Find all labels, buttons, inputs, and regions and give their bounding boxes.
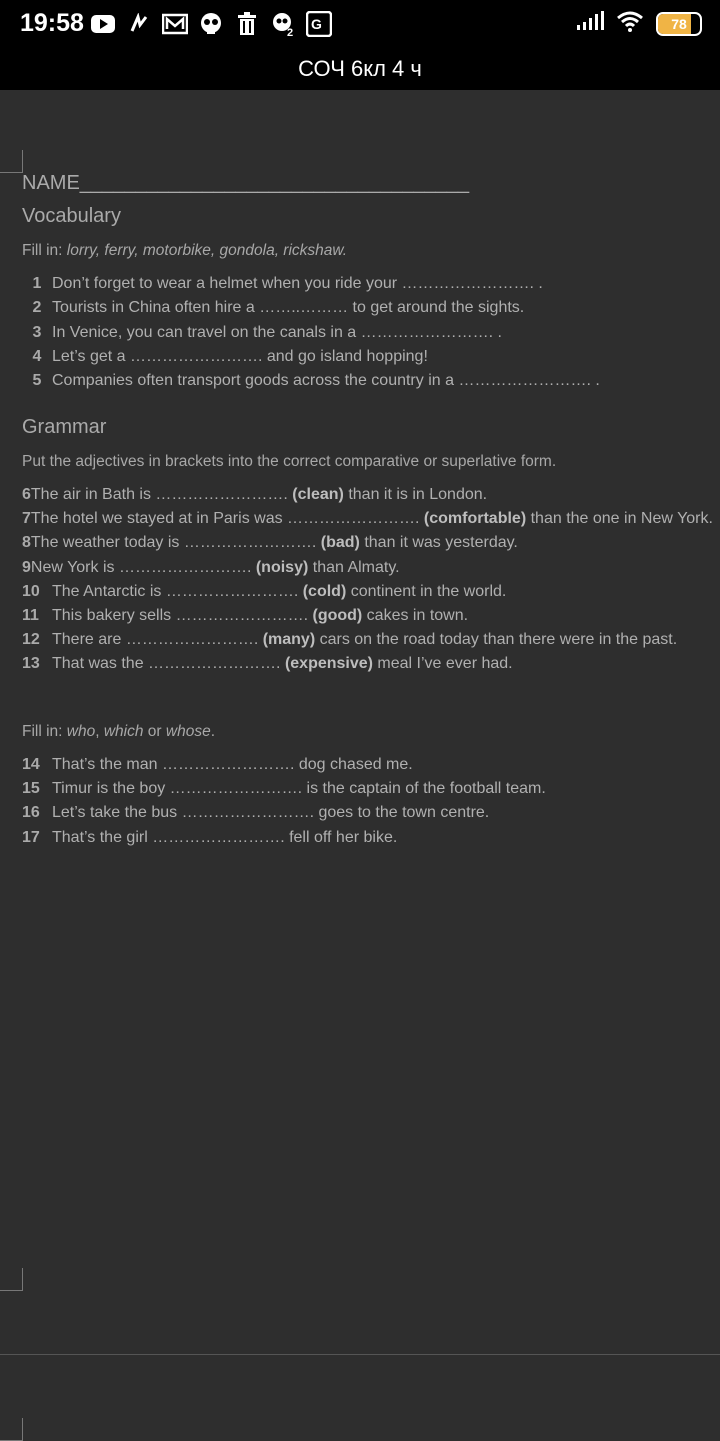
status-bar xyxy=(0,0,720,48)
item-number: 2 xyxy=(32,299,42,317)
vocabulary-instruction xyxy=(22,242,347,260)
vocabulary-heading: Vocabulary xyxy=(22,205,121,227)
item-number: 15 xyxy=(22,780,40,798)
instruction-word-who: who xyxy=(66,723,96,740)
item-number: 13 xyxy=(22,655,40,673)
list-item xyxy=(22,510,713,528)
battery-icon xyxy=(656,12,702,36)
wifi-icon xyxy=(616,10,644,37)
item-text: Let’s get a ……………………. and go island hopping! xyxy=(52,347,428,365)
item-text: This bakery sells ……………………. xyxy=(52,607,313,624)
instruction-prefix: Fill in: xyxy=(22,723,67,740)
item-text: Timur is the boy ……………………. is the captain of the football team. xyxy=(52,780,546,798)
item-text: That was the ……………………. xyxy=(52,655,285,673)
item-text: The Antarctic is ……………………. xyxy=(52,582,303,600)
grammar-heading: Grammar xyxy=(22,416,107,438)
item-text: The weather today is ……………………. xyxy=(30,534,321,552)
instruction-sep: , xyxy=(95,723,104,740)
relatives-instruction xyxy=(22,723,215,741)
item-text-end: cakes in town. xyxy=(362,607,469,624)
list-item xyxy=(22,607,468,625)
svg-text:2: 2 xyxy=(287,27,294,37)
item-number: 7 xyxy=(22,510,31,528)
mail-icon xyxy=(162,11,188,37)
list-item xyxy=(22,780,546,798)
svg-text:G: G xyxy=(311,16,322,32)
list-item xyxy=(22,559,400,577)
item-text-end: than Almaty. xyxy=(308,558,400,576)
item-adjective: (cold) xyxy=(302,582,347,600)
instruction-word-whose: whose xyxy=(165,723,211,740)
youtube-icon xyxy=(90,11,116,37)
item-number: 16 xyxy=(22,804,40,822)
list-item xyxy=(22,299,524,317)
page-corner-mark xyxy=(0,150,23,173)
instruction-sep: or xyxy=(143,723,166,740)
item-adjective: (good) xyxy=(312,607,363,624)
item-text: Tourists in China often hire a ……..……… to get around the sights. xyxy=(52,299,525,317)
notification-icons xyxy=(90,11,332,37)
list-item xyxy=(22,583,506,601)
battery-level: 78 xyxy=(671,15,687,32)
status-time: 19:58 xyxy=(20,9,84,37)
item-number: 4 xyxy=(32,347,42,365)
list-item xyxy=(22,804,489,822)
item-number: 17 xyxy=(22,828,40,846)
item-text: Let’s take the bus ……………………. goes to the town centre. xyxy=(52,804,490,822)
trash-icon xyxy=(234,11,260,37)
item-text-end: than it is in London. xyxy=(343,486,488,503)
item-text: That’s the man ……………………. dog chased me. xyxy=(52,756,413,773)
item-text-end: meal I’ve ever had. xyxy=(372,655,513,673)
item-text-end: cars on the road today than there were in the past. xyxy=(315,631,678,649)
list-item xyxy=(22,486,487,504)
item-number: 12 xyxy=(22,631,40,649)
item-adjective: (many) xyxy=(262,631,316,649)
page-separator xyxy=(0,1354,720,1355)
skull-icon xyxy=(198,11,224,37)
item-text: That’s the girl ……………………. fell off her bike. xyxy=(52,828,398,846)
instruction-words: lorry, ferry, motorbike, gondola, rickshaw. xyxy=(66,242,348,259)
item-text: There are ……………………. xyxy=(52,631,263,649)
instruction-end: . xyxy=(210,723,216,740)
item-number: 5 xyxy=(32,372,42,390)
item-text-end: continent in the world. xyxy=(346,582,507,600)
grammar-instruction: Put the adjectives in brackets into the correct comparative or superlative form. xyxy=(22,453,557,470)
signal-icon xyxy=(576,11,604,36)
item-number: 3 xyxy=(32,323,42,341)
list-item xyxy=(22,348,428,366)
item-text: New York is ……………………. xyxy=(30,558,256,576)
list-item xyxy=(22,756,413,774)
name-line: NAME___________________________________ xyxy=(22,172,470,194)
list-item xyxy=(22,275,543,293)
app2-icon xyxy=(270,11,296,37)
instruction-word-which: which xyxy=(103,723,144,740)
item-adjective: (expensive) xyxy=(284,655,373,673)
document-title-bar xyxy=(0,48,720,90)
item-text: The air in Bath is ……………………. xyxy=(30,486,293,503)
item-text-end: than the one in New York. xyxy=(526,510,713,528)
page-corner-mark xyxy=(0,1268,23,1291)
item-number: 6 xyxy=(22,486,31,503)
item-text-end: than it was yesterday. xyxy=(359,534,518,552)
translate-icon xyxy=(306,11,332,37)
item-text: Don’t forget to wear a helmet when you ride your ……………………. . xyxy=(52,275,543,292)
item-number: 9 xyxy=(22,558,31,576)
item-text: Companies often transport goods across the country in a ……………………. . xyxy=(52,372,600,390)
item-adjective: (clean) xyxy=(292,486,344,503)
item-adjective: (bad) xyxy=(320,534,360,552)
item-adjective: (comfortable) xyxy=(423,510,527,528)
list-item xyxy=(22,534,518,552)
item-number: 11 xyxy=(22,607,39,624)
document-title: СОЧ 6кл 4 ч xyxy=(298,56,422,81)
list-item xyxy=(22,372,600,390)
list-item xyxy=(22,631,677,649)
item-number: 8 xyxy=(22,534,31,552)
item-number: 10 xyxy=(22,582,40,600)
item-adjective: (noisy) xyxy=(255,558,309,576)
item-text: In Venice, you can travel on the canals in a ……………………. . xyxy=(52,323,502,341)
list-item xyxy=(22,829,397,847)
app-icon xyxy=(126,11,152,37)
item-text: The hotel we stayed at in Paris was ……………………. xyxy=(30,510,424,528)
item-number: 14 xyxy=(22,756,40,773)
item-number: 1 xyxy=(32,275,42,292)
list-item xyxy=(22,655,513,673)
page-corner-mark xyxy=(0,1418,23,1441)
instruction-prefix: Fill in: xyxy=(22,242,67,259)
list-item xyxy=(22,324,502,342)
